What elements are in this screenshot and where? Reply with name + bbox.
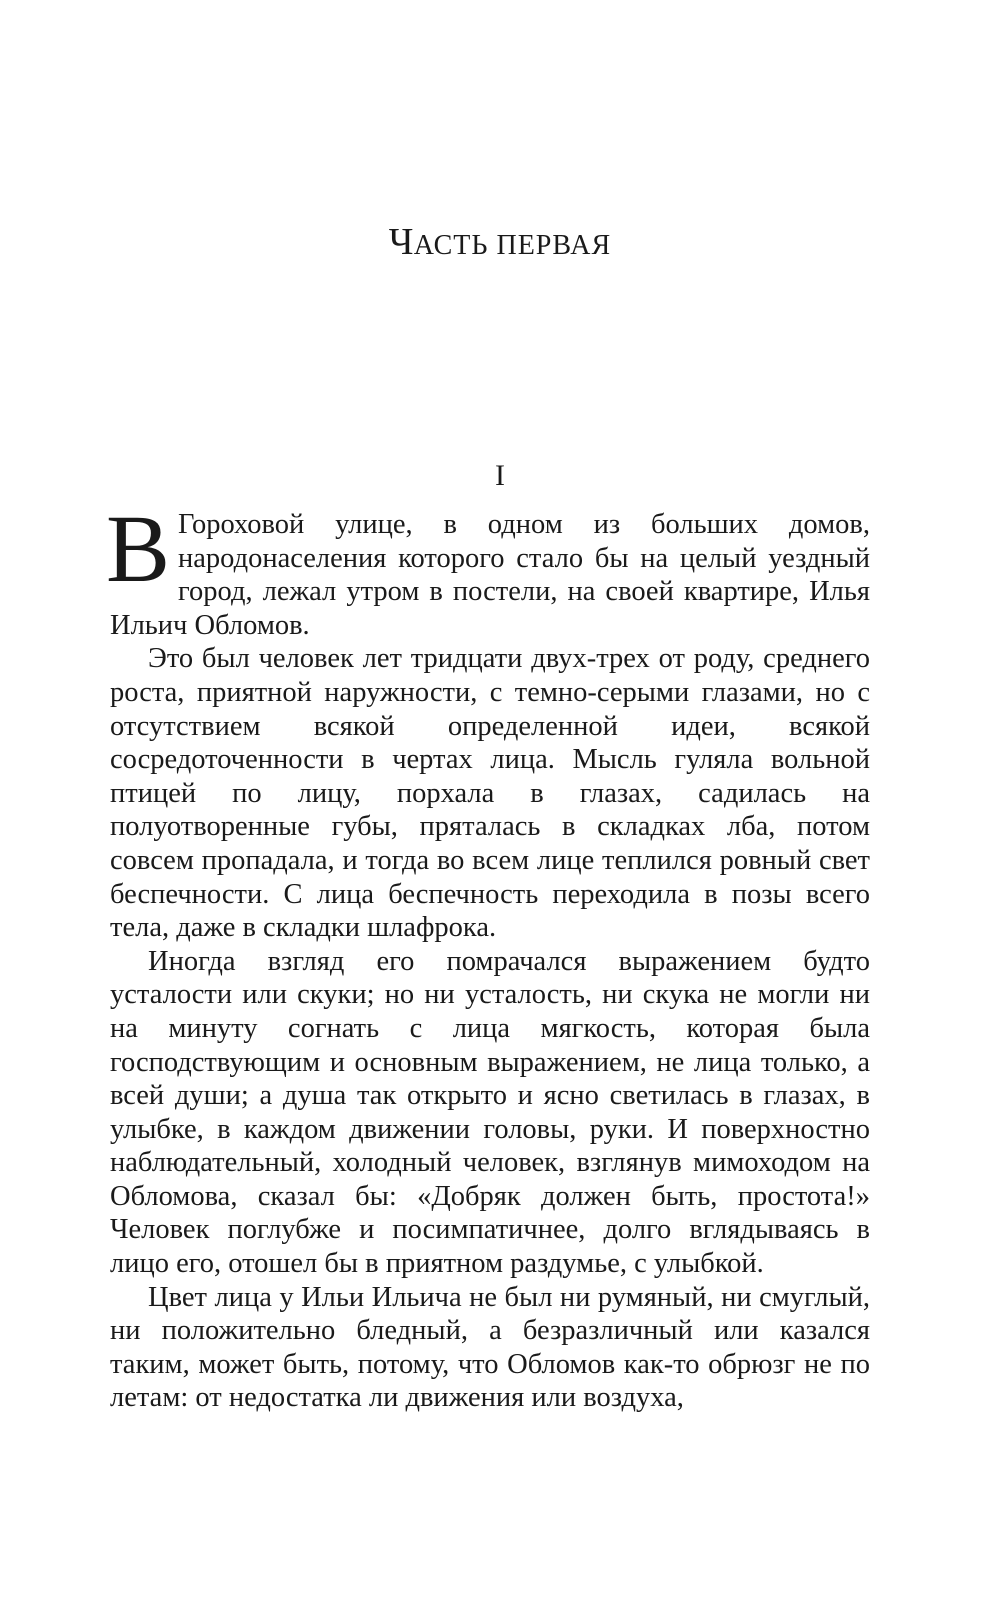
paragraph-3: Иногда взгляд его помрачался выражением будто усталости или скуки; но ни усталость, ни скука не могли ни на минуту согнать с лица мягкость, которая была господствующим и основным выражением, не лица только, а всей души; а душа так открыто и ясно светилась в глазах, в улыбке, в каждом движении головы, руки. И поверхностно наблюдательный, холодный человек, взглянув мимоходом на Обломова, сказал бы: «Добряк должен быть, простота!» Человек поглубже и посимпатичнее, долго вглядываясь в лицо его, отошел бы в приятном раздумье, с улыбкой. — [110, 945, 870, 1280]
paragraph-1-text: Гороховой улице, в одном из больших домов, народонаселения которого стало бы на целый уездный город, лежал утром в постели, на своей квартире, Илья Ильич Обломов. — [110, 509, 870, 641]
part-title-rest: АСТЬ ПЕРВАЯ — [413, 230, 612, 261]
paragraph-4: Цвет лица у Ильи Ильича не был ни румяный, ни смуглый, ни положительно бледный, а безразличный или казался таким, может быть, потому, что Обломов как-то обрюзг не по летам: от недостатка ли движения или воздуха, — [110, 1281, 870, 1414]
paragraph-2: Это был человек лет тридцати двух-трех от роду, среднего роста, приятной наружности, с темно-серыми глазами, но с отсутствием всякой определенной идеи, всякой сосредоточенности в чертах лица. Мысль гуляла вольной птицей по лицу, порхала в глазах, садилась на полуотворенные губы, пряталась в складках лба, потом совсем пропадала, и тогда во всем лице теплился ровный свет беспечности. С лица беспечность переходила в позы всего тела, даже в складки шлафрока. — [110, 643, 870, 944]
drop-cap: В — [106, 495, 171, 602]
part-title — [0, 222, 1000, 266]
paragraph-1 — [106, 495, 870, 642]
chapter-number: I — [495, 459, 505, 492]
part-title-initial: Ч — [388, 221, 414, 263]
chapter-text — [106, 495, 870, 1415]
